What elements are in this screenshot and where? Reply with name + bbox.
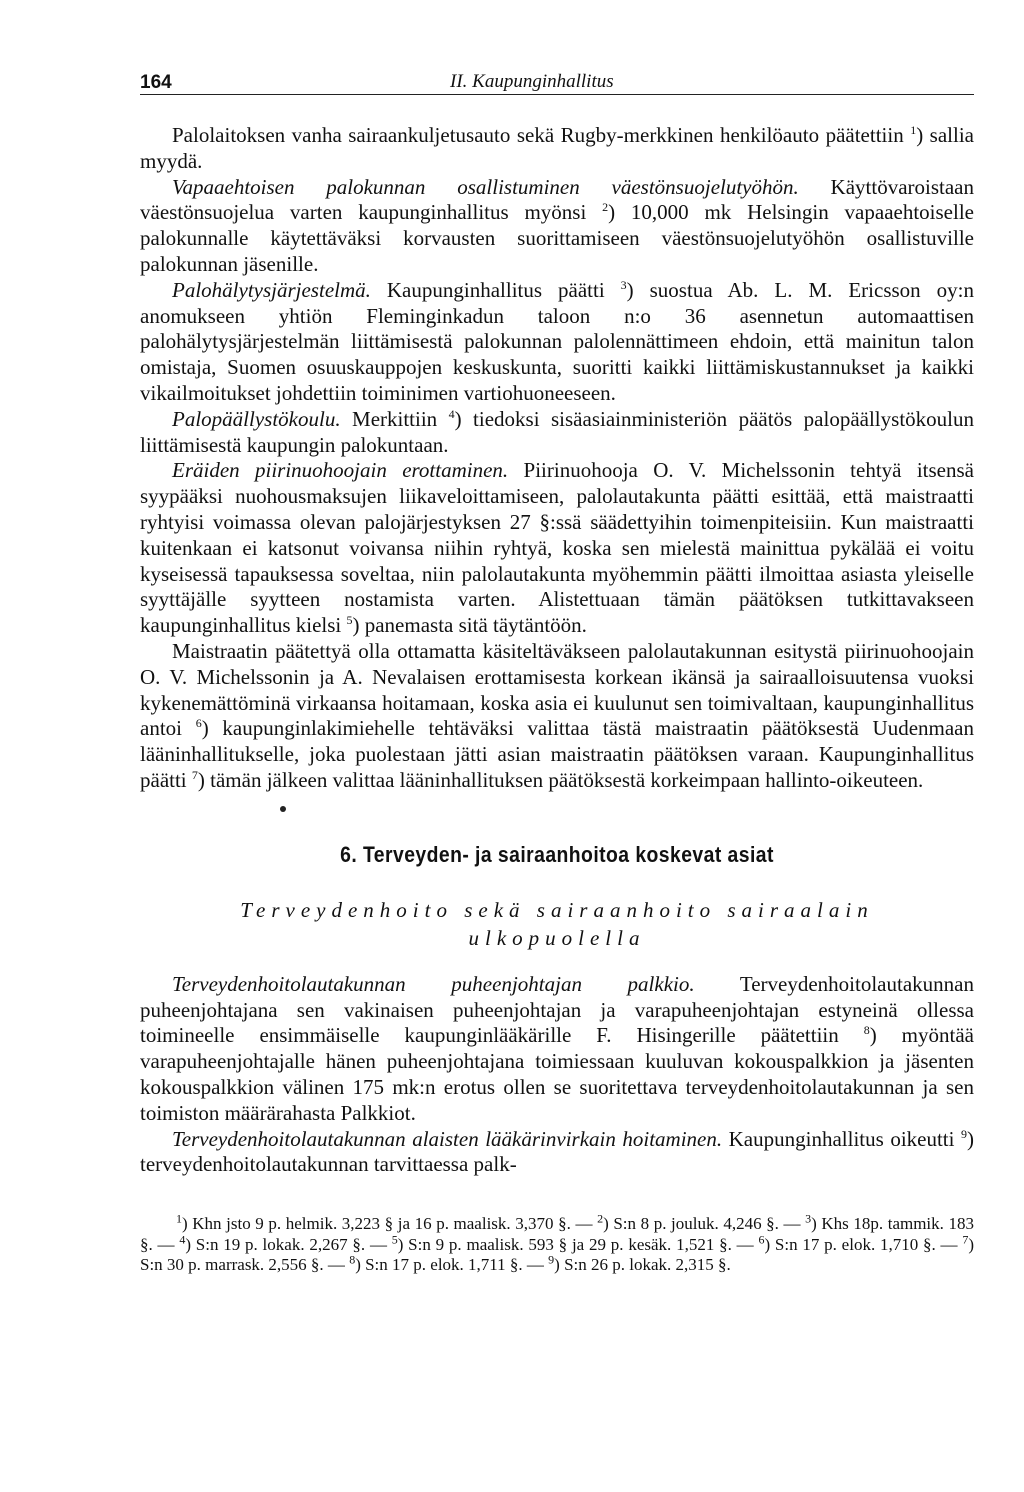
section-subheading	[140, 896, 974, 952]
paragraph-lead: Palohälytysjärjestelmä.	[172, 277, 371, 302]
paragraph	[140, 175, 974, 278]
section-body-text	[140, 972, 974, 1178]
subheading-line: Terveydenhoito sekä sairaanhoito sairaalain	[240, 897, 874, 922]
paragraph-lead: Eräiden piirinuohoojain erottaminen.	[172, 458, 509, 483]
page-number: 164	[140, 72, 172, 93]
paragraph-text: Kaupunginhallitus päätti $^3$) suostua Ab. L. M. Ericsson oy:n anomukseen yhtiön Fleminginkadun taloon n:o 36 asennetun automaattisen palohälytysjärjestelmän liittämisestä palokunnan palolennättimeen ehdoin, että mainitun talon omistaja, Suomen osuuskauppojen keskuskunta, suoritti kaikki liittämiskustannukset ja kaikki vikailmoitukset johdettiin toiminimen vartiohuoneeseen.	[140, 277, 974, 405]
paragraph-text: Merkittiin $^4$) tiedoksi sisäasiainministeriön päätös palopäällystökoulun liittämisestä kaupungin palokuntaan.	[140, 406, 974, 457]
body-text	[140, 123, 974, 794]
running-header	[140, 60, 974, 95]
section-heading: 6. Terveyden- ja sairaanhoitoa koskevat asiat	[340, 841, 774, 867]
paragraph-lead: Terveydenhoitolautakunnan alaisten lääkärinvirkain hoitaminen.	[172, 1126, 723, 1151]
paragraph	[140, 972, 974, 1127]
paragraph-text: Piirinuohooja O. V. Michelssonin tehtyä itsensä syypääksi nuohousmaksujen liikaveloittamiseen, palolautakunta päätti esittää, että maistraatti ryhtyisi voimassa olevan palojärjestyksen 27 §:ssä säädettyihin toimenpiteisiin. Kun maistraatti kuitenkaan ei katsonut voivansa niihin ryhtyä, koska sen mielestä mainittua pykälää ei voitu kyseisessä tapauksessa soveltaa, niin palolautakunta myöhemmin päätti ilmoittaa asiasta yleiselle syyttäjälle syytteen nostamista varten. Alistettuaan tämän päätöksen tutkittavakseen kaupunginhallitus kielsi $^5$) panemasta sitä täytäntöön.	[140, 458, 974, 638]
bullet-dot	[280, 806, 286, 812]
paragraph-text: Käyttövaroistaan väestönsuojelua varten kaupunginhallitus myönsi $^2$) 10,000 mk Helsingin vapaaehtoiselle palokunnalle käytettäväksi korvausten suorittamiseen väestönsuojelutyöhön osallistuville palokunnan jäsenille.	[140, 174, 974, 276]
running-title: II. Kaupunginhallitus	[450, 71, 614, 92]
paragraph	[140, 123, 974, 175]
paragraph	[140, 278, 974, 407]
footnote-text: $^1$) Khn jsto 9 p. helmik. 3,223 § ja 16 p. maalisk. 3,370 §. — $^2$) S:n 8 p. jouluk. 4,246 §. — $^3$) Khs 18p. tammik. 183 §. — $^4$) S:n 19 p. lokak. 2,267 §. — $^5$) S:n 9 p. maalisk. 593 § ja 29 p. kesäk. 1,521 §. — $^6$) S:n 17 p. elok. 1,710 §. — $^7$) S:n 30 p. marrask. 2,556 §. — $^8$) S:n 17 p. elok. 1,711 §. — $^9$) S:n 26 p. lokak. 2,315 §.	[140, 1211, 975, 1275]
paragraph-text: Terveydenhoitolautakunnan puheenjohtajana sen vakinaisen puheenjohtajan ja varapuheenjohtajan estyneinä ollessa toimineelle ensimmäiselle kaupunginlääkärille F. Hisingerille päätettiin $^8$) myöntää varapuheenjohtajalle hänen puheenjohtajana toimiessaan kuuluvan kokouspalkkion ja jäsenten kokouspalkkion välinen 175 mk:n erotus ollen se suoritettava terveydenhoitolautakunnan ja sen toimiston määrärahasta Palkkiot.	[140, 971, 974, 1125]
paragraph	[140, 1127, 974, 1179]
paragraph-lead: Palopäällystökoulu.	[172, 406, 341, 431]
subheading-line: ulkopuolella	[468, 925, 646, 950]
footnotes	[140, 1211, 975, 1276]
paragraph	[140, 407, 974, 459]
document-page	[140, 60, 974, 1276]
paragraph-lead: Terveydenhoitolautakunnan puheenjohtajan palkkio.	[172, 971, 695, 996]
paragraph-text: Kaupunginhallitus oikeutti $^9$) terveydenhoitolautakunnan tarvittaessa palk-	[140, 1126, 974, 1177]
paragraph	[140, 458, 974, 639]
paragraph-text: Maistraatin päätettyä olla ottamatta käsiteltäväkseen palolautakunnan esitystä piirinuohoojain O. V. Michelssonin ja A. Nevalaisen erottamisesta korkean ikänsä ja sairaalloisuutensa vuoksi kykenemättöminä virkaansa hoitamaan, koska asia ei kuulunut sen toimivaltaan, kaupunginhallitus antoi $^6$) kaupunginlakimiehelle tehtäväksi valittaa tästä maistraatin päätöksestä Uudenmaan lääninhallitukselle, joka puolestaan jätti asian maistraatin päätöksen varaan. Kaupunginhallitus päätti $^7$) tämän jälkeen valittaa lääninhallituksen päätöksestä korkeimpaan hallinto-oikeuteen.	[140, 638, 974, 792]
paragraph	[140, 639, 974, 794]
paragraph-lead: Vapaaehtoisen palokunnan osallistuminen väestönsuojelutyöhön.	[172, 174, 799, 199]
paragraph-text: Palolaitoksen vanha sairaankuljetusauto sekä Rugby-merkkinen henkilöauto päätettiin $^1$) sallia myydä.	[140, 123, 974, 173]
